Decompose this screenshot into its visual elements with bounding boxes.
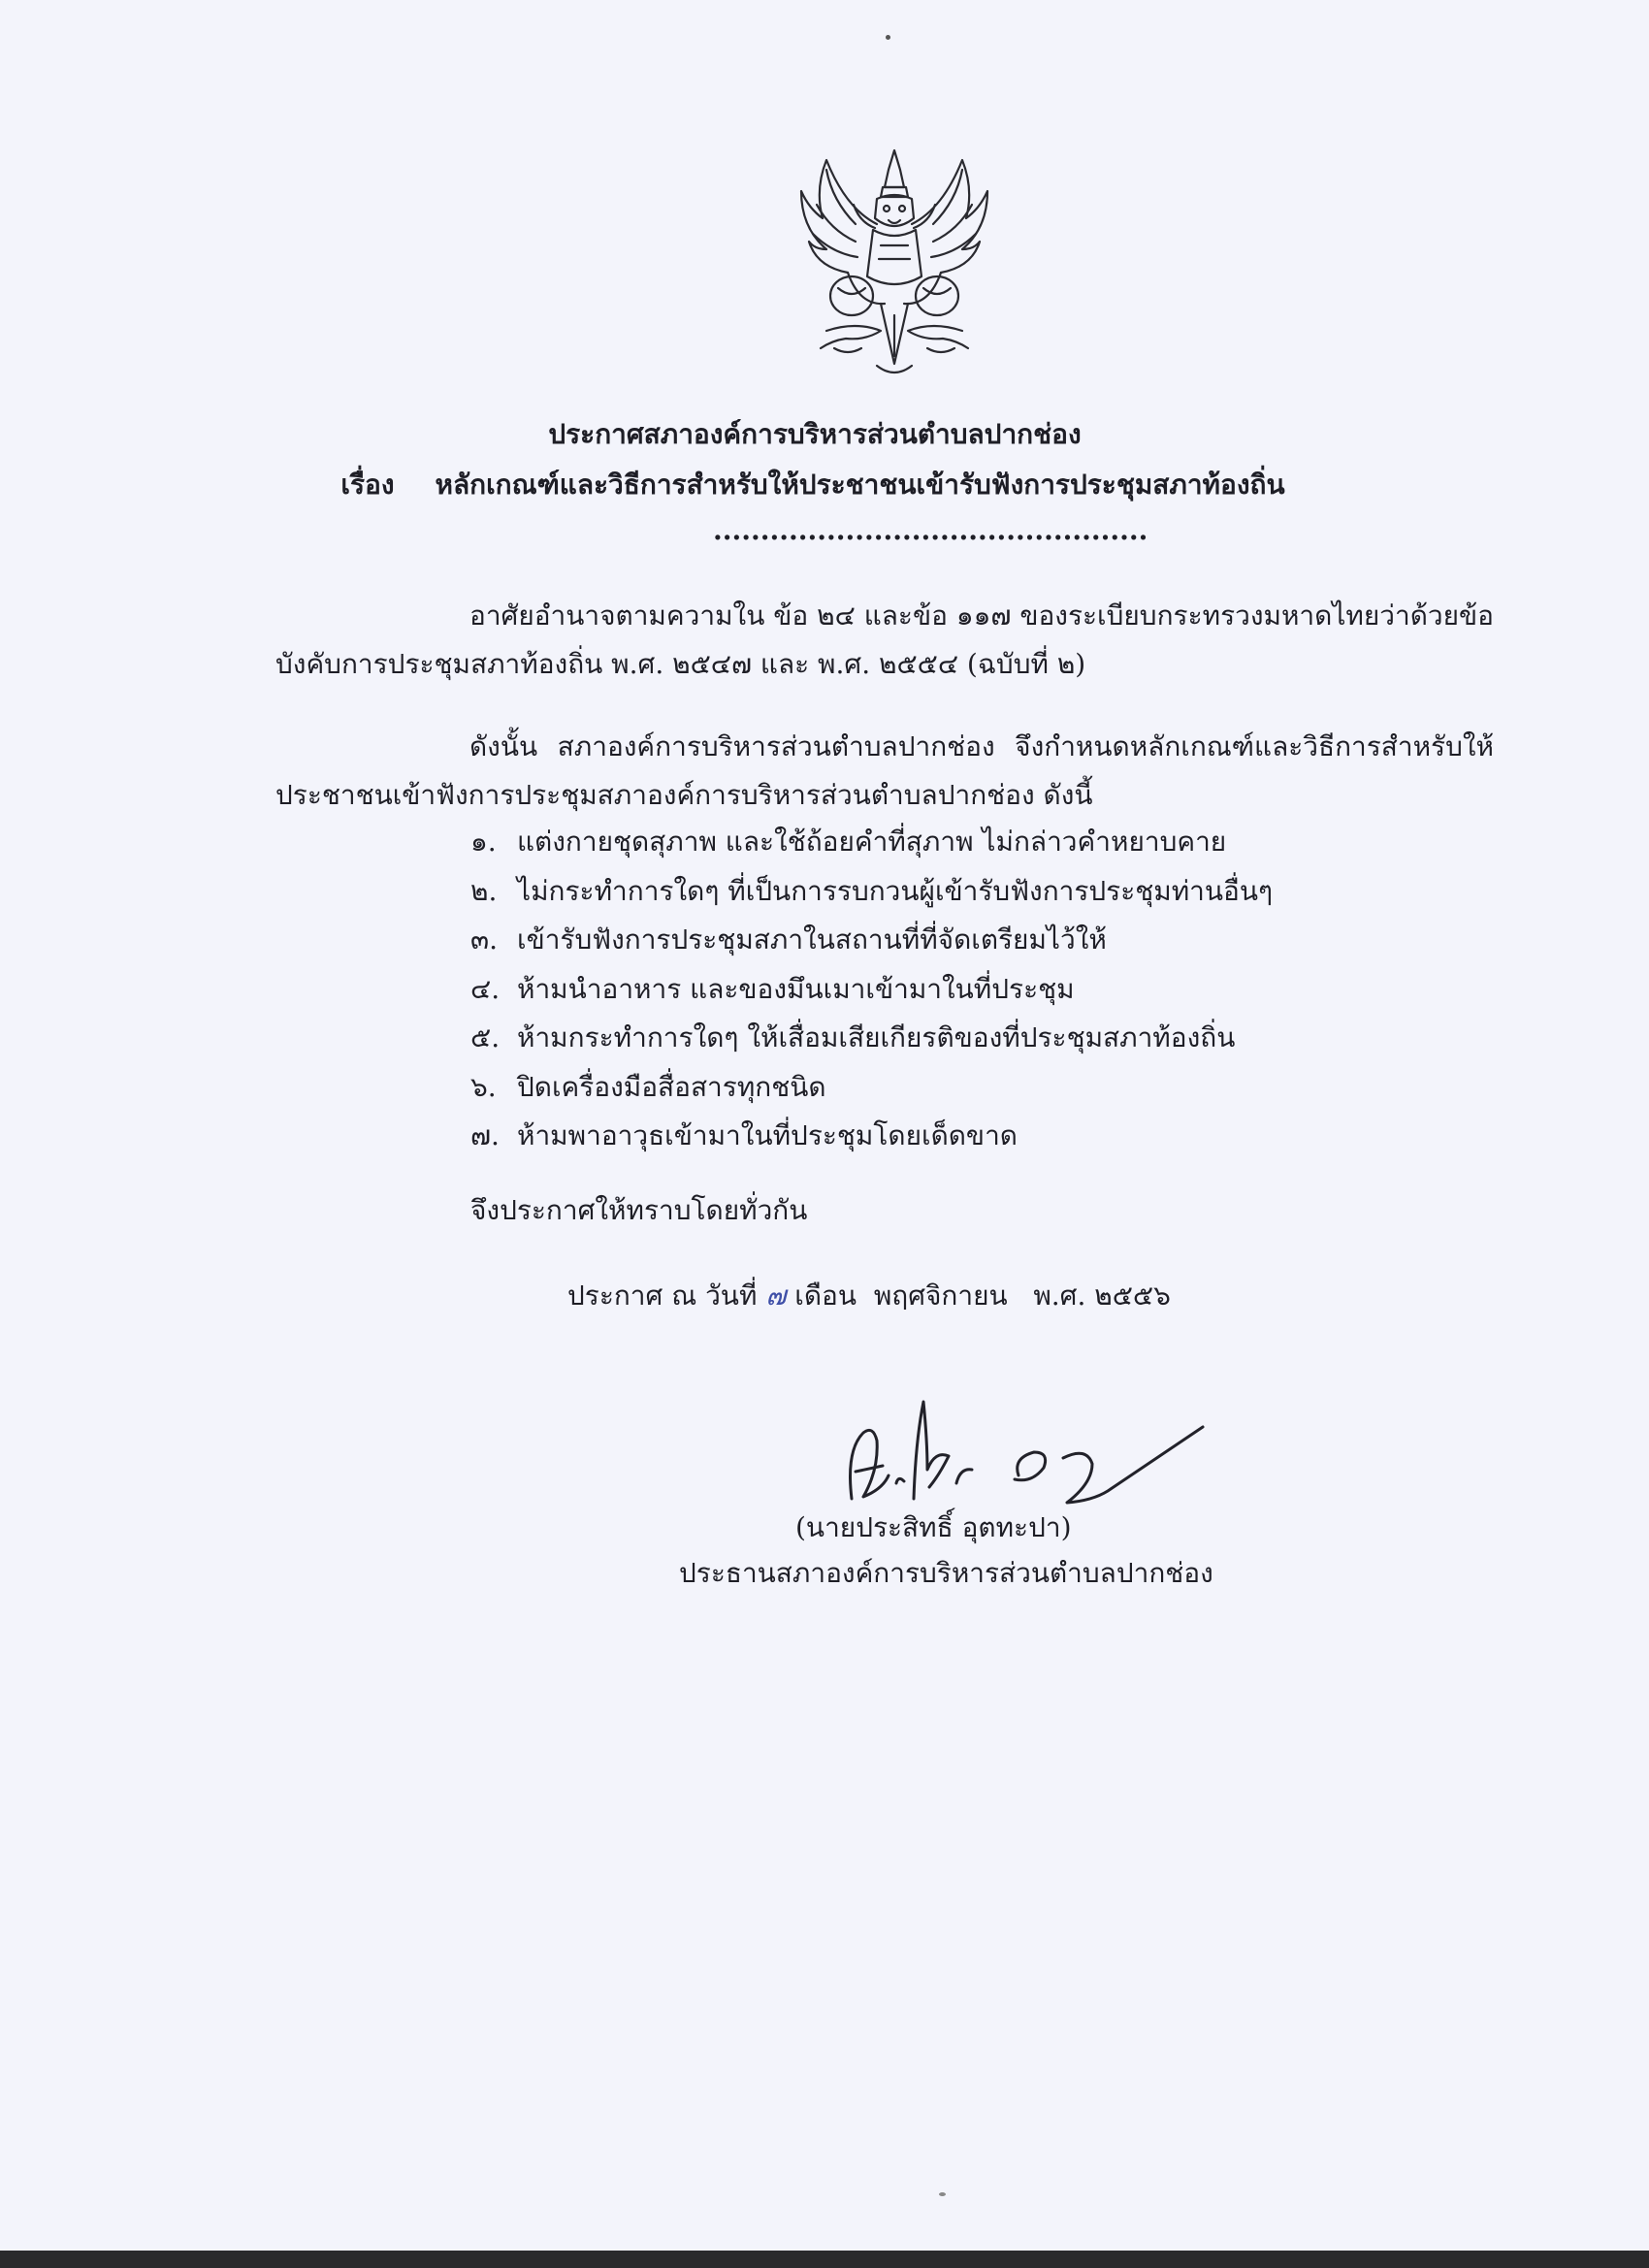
announcement-subject [0,466,1637,504]
announcement-title: ประกาศสภาองค์การบริหารส่วนตำบลปากช่อง [548,418,1082,450]
list-item [470,1063,1273,1113]
scan-speck [886,35,890,40]
scan-speck [939,2192,946,2196]
scan-border [0,2251,1649,2268]
rule-number: ๑. [470,826,497,858]
subject-text: หลักเกณฑ์และวิธีการสำหรับให้ประชาชนเข้ารับฟังการประชุมสภาท้องถิ่น [435,469,1285,501]
closing-statement: จึงประกาศให้ทราบโดยทั่วกัน [470,1194,808,1226]
signer-position: ประธานสภาองค์การบริหารส่วนตำบลปากช่อง [679,1557,1213,1589]
title-separator: .............................................. [713,514,1148,546]
list-item [470,1112,1273,1161]
rule-number: ๔. [470,972,501,1005]
rule-number: ๖. [470,1070,497,1103]
rule-number: ๒. [470,874,498,907]
date-year: พ.ศ. ๒๕๕๖ [1033,1280,1171,1312]
announcement-date [567,1277,1171,1315]
list-item [470,818,1273,867]
rule-text: แต่งกายชุดสุภาพ และใช้ถ้อยคำที่สุภาพ ไม่กล่าวคำหยาบคาย [517,826,1227,858]
list-item [470,965,1273,1015]
rules-list [470,818,1273,1161]
subject-label: เรื่อง [340,469,395,501]
handwritten-signature [834,1382,1222,1528]
date-month-label: เดือน [794,1280,857,1312]
list-item [470,916,1273,965]
paragraph-rules-intro [275,723,1494,820]
paragraph-authority [275,592,1494,689]
rule-number: ๕. [470,1021,501,1053]
signer-name: (นายประสิทธิ์ อุตทะปา) [795,1511,1072,1543]
rule-number: ๗. [470,1119,500,1151]
list-item [470,1014,1273,1063]
list-item [470,867,1273,917]
rule-text: ห้ามกระทำการใดๆ ให้เสื่อมเสียเกียรติของที่ประชุมสภาท้องถิ่น [517,1021,1236,1053]
date-prefix: ประกาศ ณ วันที่ [567,1280,758,1312]
rule-text: ห้ามนำอาหาร และของมึนเมาเข้ามาในที่ประชุม [517,972,1075,1005]
paragraph-rules-intro-text: ดังนั้น สภาองค์การบริหารส่วนตำบลปากช่อง จึงกำหนดหลักเกณฑ์และวิธีการสำหรับให้ประชาชนเข้าฟังการประชุมสภาองค์การบริหารส่วนตำบลปากช่อง ดังนี้ [275,730,1494,811]
garuda-emblem-icon [788,141,1001,383]
rule-text: ปิดเครื่องมือสื่อสารทุกชนิด [517,1070,826,1103]
rule-text: ห้ามพาอาวุธเข้ามาในที่ประชุมโดยเด็ดขาด [517,1119,1018,1151]
rule-number: ๓. [470,923,499,956]
paragraph-authority-text: อาศัยอำนาจตามความใน ข้อ ๒๔ และข้อ ๑๑๗ ของระเบียบกระทรวงมหาดไทยว่าด้วยข้อบังคับการประชุมสภาท้องถิ่น พ.ศ. ๒๕๔๗ และ พ.ศ. ๒๕๕๔ (ฉบับที่ ๒) [275,599,1494,680]
date-day: ๗ [765,1280,787,1312]
rule-text: ไม่กระทำการใดๆ ที่เป็นการรบกวนผู้เข้ารับฟังการประชุมท่านอื่นๆ [517,874,1274,907]
rule-text: เข้ารับฟังการประชุมสภาในสถานที่ที่จัดเตรียมไว้ให้ [517,923,1107,956]
date-month: พฤศจิกายน [873,1280,1008,1312]
